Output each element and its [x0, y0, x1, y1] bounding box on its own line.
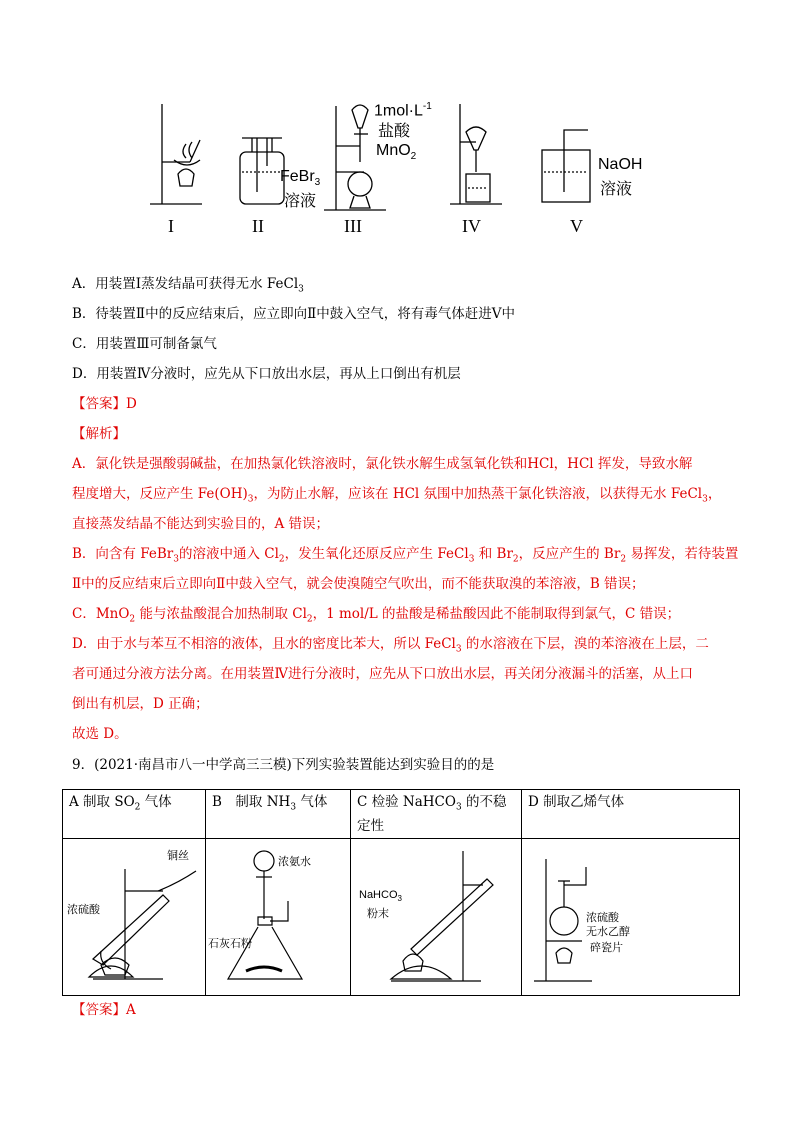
label-powder: 粉末	[367, 906, 389, 920]
label-naoh-sol: 溶液	[600, 179, 633, 198]
image-c	[351, 838, 522, 995]
image-b	[206, 838, 351, 995]
label-conc-sulfuric: 浓硫酸	[67, 902, 100, 916]
analysis-a-line1: A．氯化铁是强酸弱碱盐，在加热氯化铁溶液时，氯化铁水解生成氢氧化铁和HCl，HCl 挥发，导致水解	[72, 456, 693, 472]
analysis-d-line2: 者可通过分液方法分离。在用装置Ⅳ进行分液时，应先从下口放出水层，再关闭分液漏斗的活塞，从上口	[72, 666, 693, 682]
option-c: C．用装置Ⅲ可制备氯气	[72, 336, 217, 352]
label-acid: 盐酸	[378, 121, 411, 140]
label-d-acid: 浓硫酸	[586, 910, 619, 924]
label-limestone: 石灰石粉	[208, 936, 252, 950]
apparatus-figure	[130, 92, 670, 242]
question-9-table	[62, 789, 740, 996]
apparatus-b-drawing	[206, 839, 348, 995]
roman-3: III	[344, 216, 362, 236]
header-d: D 制取乙烯气体	[522, 790, 740, 839]
option-a: A．用装置Ⅰ蒸发结晶可获得无水 FeCl$_3$	[72, 276, 304, 295]
header-c: C 检验 NaHCO$_3$ 的不稳定性	[351, 790, 522, 839]
label-d-ethanol: 无水乙醇	[586, 924, 630, 938]
answer-9: 【答案】A	[72, 1002, 136, 1018]
analysis-d-line3: 倒出有机层，D 正确；	[72, 696, 209, 712]
option-d: D．用装置Ⅳ分液时，应先从下口放出水层，再从上口倒出有机层	[72, 366, 461, 382]
header-a: A 制取 $SO_2$ 气体	[63, 790, 206, 839]
image-d	[522, 838, 740, 995]
label-naoh: NaOH	[598, 156, 643, 173]
analysis-b-line1: B．向含有 FeBr$_3$的溶液中通入 $Cl_2$，发生氧化还原反应产生 FeCl$_3$ 和 $Br_2$，反应产生的 $Br_2$ 易挥发，若待装置	[72, 546, 739, 565]
image-a	[63, 838, 206, 995]
label-nahco3: NaHCO$_3$	[359, 888, 402, 903]
analysis-b-line2: Ⅱ中的反应结束后立即向Ⅱ中鼓入空气，就会使溴随空气吹出，而不能获取溴的苯溶液，B 错误；	[72, 576, 645, 592]
option-b: B．待装置Ⅱ中的反应结束后，应立即向Ⅱ中鼓入空气，将有毒气体赶进Ⅴ中	[72, 306, 516, 322]
label-copper-wire: 铜丝	[167, 848, 189, 862]
label-febr: FeBr$_3$	[280, 168, 321, 189]
label-febr-sol: 溶液	[284, 191, 317, 210]
roman-5: V	[570, 216, 583, 236]
answer-8: 【答案】D	[72, 396, 137, 412]
question-9-stem: 9．(2021·南昌市八一中学高三三模)下列实验装置能达到实验目的的是	[72, 757, 495, 773]
roman-1: I	[168, 216, 174, 236]
label-conc: $1mol\cdot L^{-1}$	[374, 101, 432, 120]
roman-4: IV	[462, 216, 481, 236]
label-d-chips: 碎瓷片	[590, 940, 623, 954]
label-conc-ammonia: 浓氨水	[278, 854, 311, 868]
header-b: B 制取 $NH_3$ 气体	[206, 790, 351, 839]
analysis-conclusion: 故选 D。	[72, 726, 128, 742]
analysis-a-line2: 程度增大，反应产生 $Fe(OH)_3$，为防止水解，应该在 HCl 氛围中加热蒸干氯化铁溶液，以获得无水 FeCl$_3$，	[72, 486, 722, 505]
analysis-c-line1: C．MnO$_2$ 能与浓盐酸混合加热制取 $Cl_2$，1 mol/L 的盐酸是稀盐酸因此不能制取得到氯气，C 错误；	[72, 606, 681, 625]
analysis-label: 【解析】	[72, 426, 126, 442]
label-mno2: MnO$_2$	[376, 142, 417, 163]
analysis-a-line3: 直接蒸发结晶不能达到实验目的，A 错误；	[72, 516, 330, 532]
analysis-d-line1: D．由于水与苯互不相溶的液体，且水的密度比苯大，所以 FeCl$_3$ 的水溶液在下层，溴的苯溶液在上层，二	[72, 636, 709, 655]
roman-2: II	[252, 216, 264, 236]
